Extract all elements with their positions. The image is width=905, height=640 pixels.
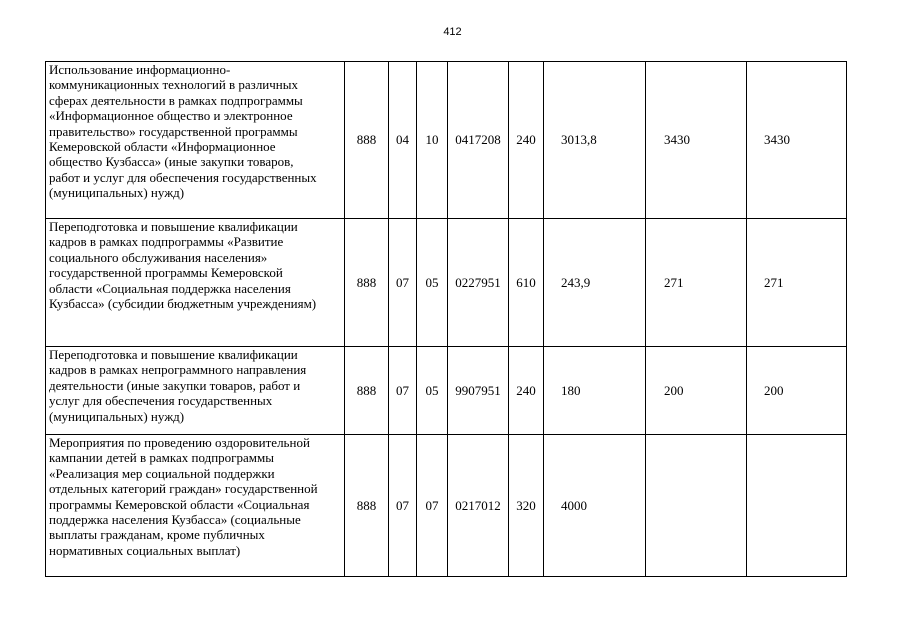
- section-cell: 07: [389, 347, 417, 435]
- subsection-cell: 05: [417, 347, 448, 435]
- section-cell: 04: [389, 62, 417, 219]
- expense-type-cell: 240: [509, 347, 544, 435]
- expense-type-cell: 240: [509, 62, 544, 219]
- amount-year-3-cell: 200: [747, 347, 847, 435]
- amount-year-3-cell: [747, 435, 847, 577]
- row-description: Переподготовка и повышение квалификации кадров в рамках подпрограммы «Развитие социального обслуживания населения» государственной программы Кемеровской области «Социальная поддержка населения Кузбасса» (субсидии бюджетным учреждениям): [46, 219, 345, 347]
- ministry-code-cell: 888: [345, 62, 389, 219]
- amount-year-1-cell: 3013,8: [544, 62, 646, 219]
- target-article-cell: 9907951: [448, 347, 509, 435]
- amount-year-2-cell: 271: [646, 219, 747, 347]
- target-article-cell: 0417208: [448, 62, 509, 219]
- expense-type-cell: 320: [509, 435, 544, 577]
- amount-year-2-cell: [646, 435, 747, 577]
- page-number: 412: [443, 26, 462, 38]
- amount-year-2-cell: 200: [646, 347, 747, 435]
- budget-table: [45, 61, 847, 577]
- table-row: [46, 347, 847, 435]
- amount-year-1-cell: 4000: [544, 435, 646, 577]
- expense-type-cell: 610: [509, 219, 544, 347]
- amount-year-3-cell: 271: [747, 219, 847, 347]
- subsection-cell: 10: [417, 62, 448, 219]
- subsection-cell: 05: [417, 219, 448, 347]
- table-row: [46, 219, 847, 347]
- subsection-cell: 07: [417, 435, 448, 577]
- amount-year-1-cell: 180: [544, 347, 646, 435]
- ministry-code-cell: 888: [345, 435, 389, 577]
- ministry-code-cell: 888: [345, 219, 389, 347]
- row-description: Мероприятия по проведению оздоровительной кампании детей в рамках подпрограммы «Реализация мер социальной поддержки отдельных категорий граждан» государственной программы Кемеровской области «Социальная поддержка населения Кузбасса» (социальные выплаты гражданам, кроме публичных нормативных социальных выплат): [46, 435, 345, 577]
- target-article-cell: 0217012: [448, 435, 509, 577]
- table-row: [46, 62, 847, 219]
- amount-year-2-cell: 3430: [646, 62, 747, 219]
- section-cell: 07: [389, 435, 417, 577]
- ministry-code-cell: 888: [345, 347, 389, 435]
- row-description: Переподготовка и повышение квалификации кадров в рамках непрограммного направления деятельности (иные закупки товаров, работ и услуг для обеспечения государственных (муниципальных) нужд): [46, 347, 345, 435]
- row-description: Использование информационно- коммуникационных технологий в различных сферах деятельности в рамках подпрограммы «Информационное общество и электронное правительство» государственной программы Кемеровской области «Информационное общество Кузбасса» (иные закупки товаров, работ и услуг для обеспечения государственных (муниципальных) нужд): [46, 62, 345, 219]
- target-article-cell: 0227951: [448, 219, 509, 347]
- section-cell: 07: [389, 219, 417, 347]
- amount-year-1-cell: 243,9: [544, 219, 646, 347]
- table-row: [46, 435, 847, 577]
- amount-year-3-cell: 3430: [747, 62, 847, 219]
